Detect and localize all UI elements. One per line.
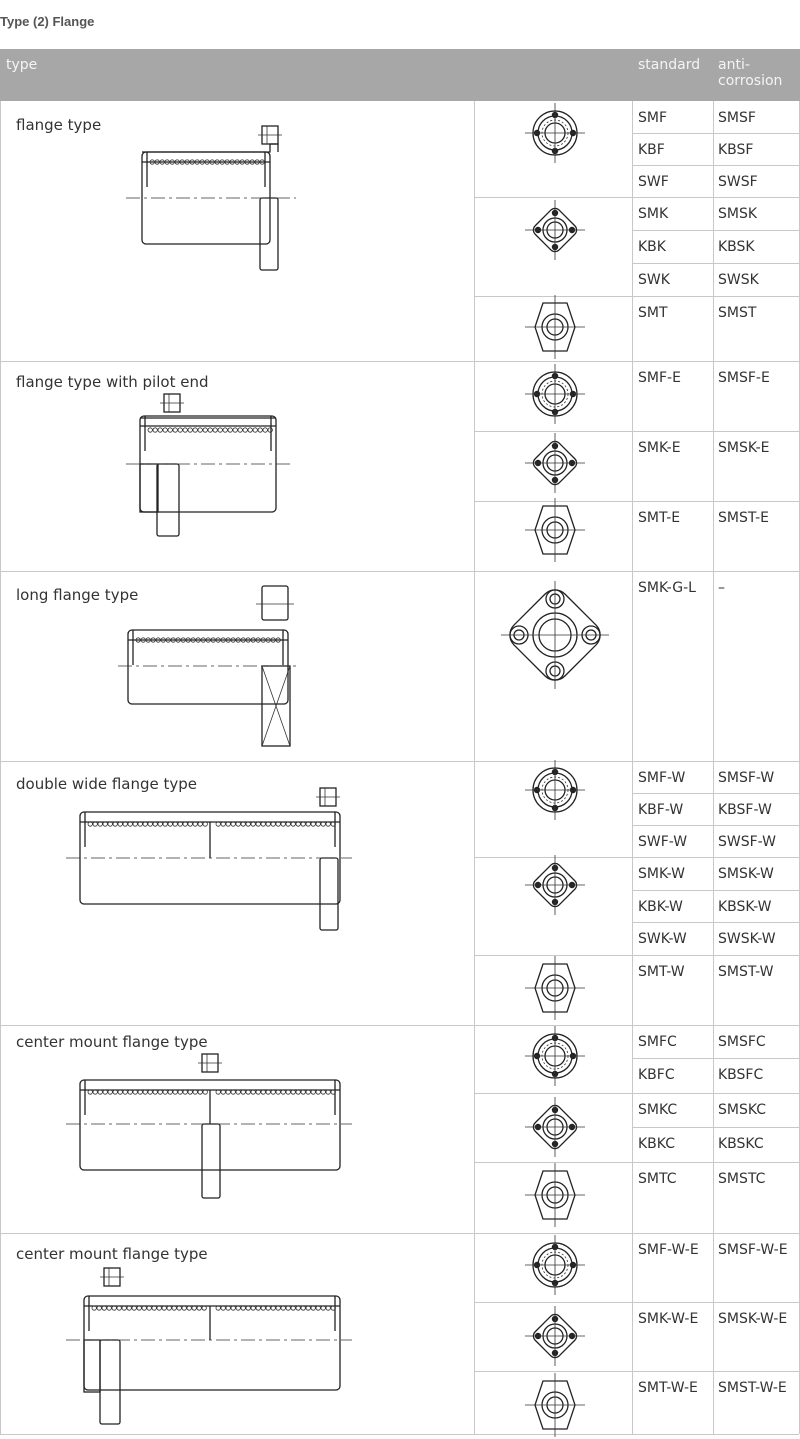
anti-corrosion-code: KBSKC bbox=[718, 1136, 764, 1152]
section-divider bbox=[0, 571, 799, 572]
code-row-divider bbox=[632, 825, 799, 826]
code-row-divider bbox=[632, 296, 799, 297]
anti-corrosion-code: KBSF-W bbox=[718, 802, 772, 818]
square-flange-icon bbox=[523, 1304, 587, 1368]
code-row-divider bbox=[632, 431, 799, 432]
round-flange-icon bbox=[523, 101, 587, 165]
type-label: center mount flange type bbox=[16, 1033, 208, 1051]
anti-corrosion-code: SMSF-E bbox=[718, 370, 770, 386]
type-label: long flange type bbox=[16, 586, 139, 604]
standard-code: SMK-W-E bbox=[638, 1311, 699, 1327]
code-row-divider bbox=[632, 1162, 799, 1163]
type-label: center mount flange type bbox=[16, 1245, 208, 1263]
anti-corrosion-code: SMSK-W-E bbox=[718, 1311, 788, 1327]
standard-code: SMT-W-E bbox=[638, 1380, 698, 1396]
type-label: flange type with pilot end bbox=[16, 373, 209, 391]
anti-corrosion-code: SWSF bbox=[718, 174, 758, 190]
code-row-divider bbox=[632, 263, 799, 264]
section-divider bbox=[0, 361, 799, 362]
square-flange-icon bbox=[523, 853, 587, 917]
anti-corrosion-code: SMSK bbox=[718, 206, 758, 222]
standard-code: SWF bbox=[638, 174, 669, 190]
anti-corrosion-code: KBSF bbox=[718, 142, 754, 158]
anti-corrosion-code: SMST-E bbox=[718, 510, 770, 526]
section-divider bbox=[0, 761, 799, 762]
code-row-divider bbox=[632, 501, 799, 502]
round-flange-icon bbox=[523, 362, 587, 426]
anti-corrosion-code: SWSK bbox=[718, 272, 759, 288]
code-row-divider bbox=[632, 857, 799, 858]
icon-row-divider bbox=[474, 1093, 632, 1094]
anti-corrosion-code: SMSTC bbox=[718, 1171, 766, 1187]
round-flange-icon bbox=[523, 1233, 587, 1297]
side-view-drawing bbox=[64, 786, 354, 932]
standard-code: SWK-W bbox=[638, 931, 687, 947]
code-row-divider bbox=[632, 1127, 799, 1128]
truncated-flange-icon bbox=[523, 496, 587, 564]
anti-corrosion-code: SMST-W-E bbox=[718, 1380, 787, 1396]
standard-code: SMF-W-E bbox=[638, 1242, 699, 1258]
truncated-flange-icon bbox=[523, 1371, 587, 1439]
code-row-divider bbox=[632, 197, 799, 198]
square-flange-icon bbox=[523, 431, 587, 495]
standard-code: SWK bbox=[638, 272, 670, 288]
standard-code: KBK-W bbox=[638, 899, 683, 915]
section-divider bbox=[0, 1434, 799, 1435]
header-standard: standard bbox=[632, 49, 713, 101]
header-type: type bbox=[0, 49, 632, 101]
header-anti-corrosion: anti-corrosion bbox=[713, 49, 800, 101]
column-divider-drawing bbox=[474, 101, 475, 1434]
side-view-drawing bbox=[120, 122, 300, 274]
anti-corrosion-code: SWSK-W bbox=[718, 931, 776, 947]
standard-code: KBK bbox=[638, 239, 666, 255]
truncated-flange-icon bbox=[523, 293, 587, 361]
standard-code: SMT bbox=[638, 305, 668, 321]
standard-code: SWF-W bbox=[638, 834, 688, 850]
anti-corrosion-code: SMSF-W-E bbox=[718, 1242, 788, 1258]
standard-code: SMKC bbox=[638, 1102, 678, 1118]
standard-code: SMF-E bbox=[638, 370, 681, 386]
square-flange-icon bbox=[523, 198, 587, 262]
anti-corrosion-code: SMSK-W bbox=[718, 866, 774, 882]
standard-code: SMK-W bbox=[638, 866, 686, 882]
anti-corrosion-code: SMST-W bbox=[718, 964, 774, 980]
column-divider-standard bbox=[632, 101, 633, 1434]
code-row-divider bbox=[632, 230, 799, 231]
standard-code: KBF bbox=[638, 142, 665, 158]
type-label: flange type bbox=[16, 116, 102, 134]
page-title: Type (2) Flange bbox=[0, 14, 95, 29]
standard-code: SMT-W bbox=[638, 964, 685, 980]
section-divider bbox=[0, 1025, 799, 1026]
anti-corrosion-code: SMSF-W bbox=[718, 770, 775, 786]
standard-code: SMK bbox=[638, 206, 669, 222]
anti-corrosion-code: SMSFC bbox=[718, 1034, 766, 1050]
side-view-drawing bbox=[64, 1052, 354, 1200]
anti-corrosion-code: KBSK-W bbox=[718, 899, 772, 915]
anti-corrosion-code: SMSKC bbox=[718, 1102, 767, 1118]
code-row-divider bbox=[632, 1058, 799, 1059]
code-row-divider bbox=[632, 1371, 799, 1372]
truncated-flange-icon bbox=[523, 1161, 587, 1229]
standard-code: SMT-E bbox=[638, 510, 681, 526]
anti-corrosion-code: KBSFC bbox=[718, 1067, 764, 1083]
code-row-divider bbox=[632, 890, 799, 891]
side-view-drawing bbox=[124, 390, 296, 540]
round-flange-icon bbox=[523, 758, 587, 822]
code-row-divider bbox=[632, 793, 799, 794]
standard-code: SMF bbox=[638, 110, 668, 126]
type-label: double wide flange type bbox=[16, 775, 198, 793]
anti-corrosion-code: – bbox=[718, 580, 725, 596]
anti-corrosion-code: SWSF-W bbox=[718, 834, 776, 850]
column-divider-anti bbox=[713, 101, 714, 1434]
anti-corrosion-code: SMSK-E bbox=[718, 440, 770, 456]
square-flange-icon bbox=[523, 1095, 587, 1159]
code-row-divider bbox=[632, 922, 799, 923]
standard-code: SMK-G-L bbox=[638, 580, 696, 596]
standard-code: KBFC bbox=[638, 1067, 675, 1083]
standard-code: KBF-W bbox=[638, 802, 684, 818]
code-row-divider bbox=[632, 133, 799, 134]
code-row-divider bbox=[632, 1093, 799, 1094]
anti-corrosion-code: SMST bbox=[718, 305, 757, 321]
anti-corrosion-code: SMSF bbox=[718, 110, 756, 126]
code-row-divider bbox=[632, 955, 799, 956]
standard-code: SMTC bbox=[638, 1171, 677, 1187]
code-row-divider bbox=[632, 165, 799, 166]
table-border-left bbox=[0, 101, 1, 1434]
icon-row-divider bbox=[474, 1302, 632, 1303]
standard-code: SMK-E bbox=[638, 440, 681, 456]
anti-corrosion-code: KBSK bbox=[718, 239, 755, 255]
side-view-drawing bbox=[116, 584, 298, 748]
side-view-drawing bbox=[64, 1266, 354, 1426]
round-flange-icon bbox=[523, 1024, 587, 1088]
long-square-flange-icon bbox=[499, 579, 611, 691]
truncated-flange-icon bbox=[523, 954, 587, 1022]
standard-code: KBKC bbox=[638, 1136, 675, 1152]
code-row-divider bbox=[632, 1302, 799, 1303]
standard-code: SMFC bbox=[638, 1034, 677, 1050]
standard-code: SMF-W bbox=[638, 770, 686, 786]
section-divider bbox=[0, 1233, 799, 1234]
